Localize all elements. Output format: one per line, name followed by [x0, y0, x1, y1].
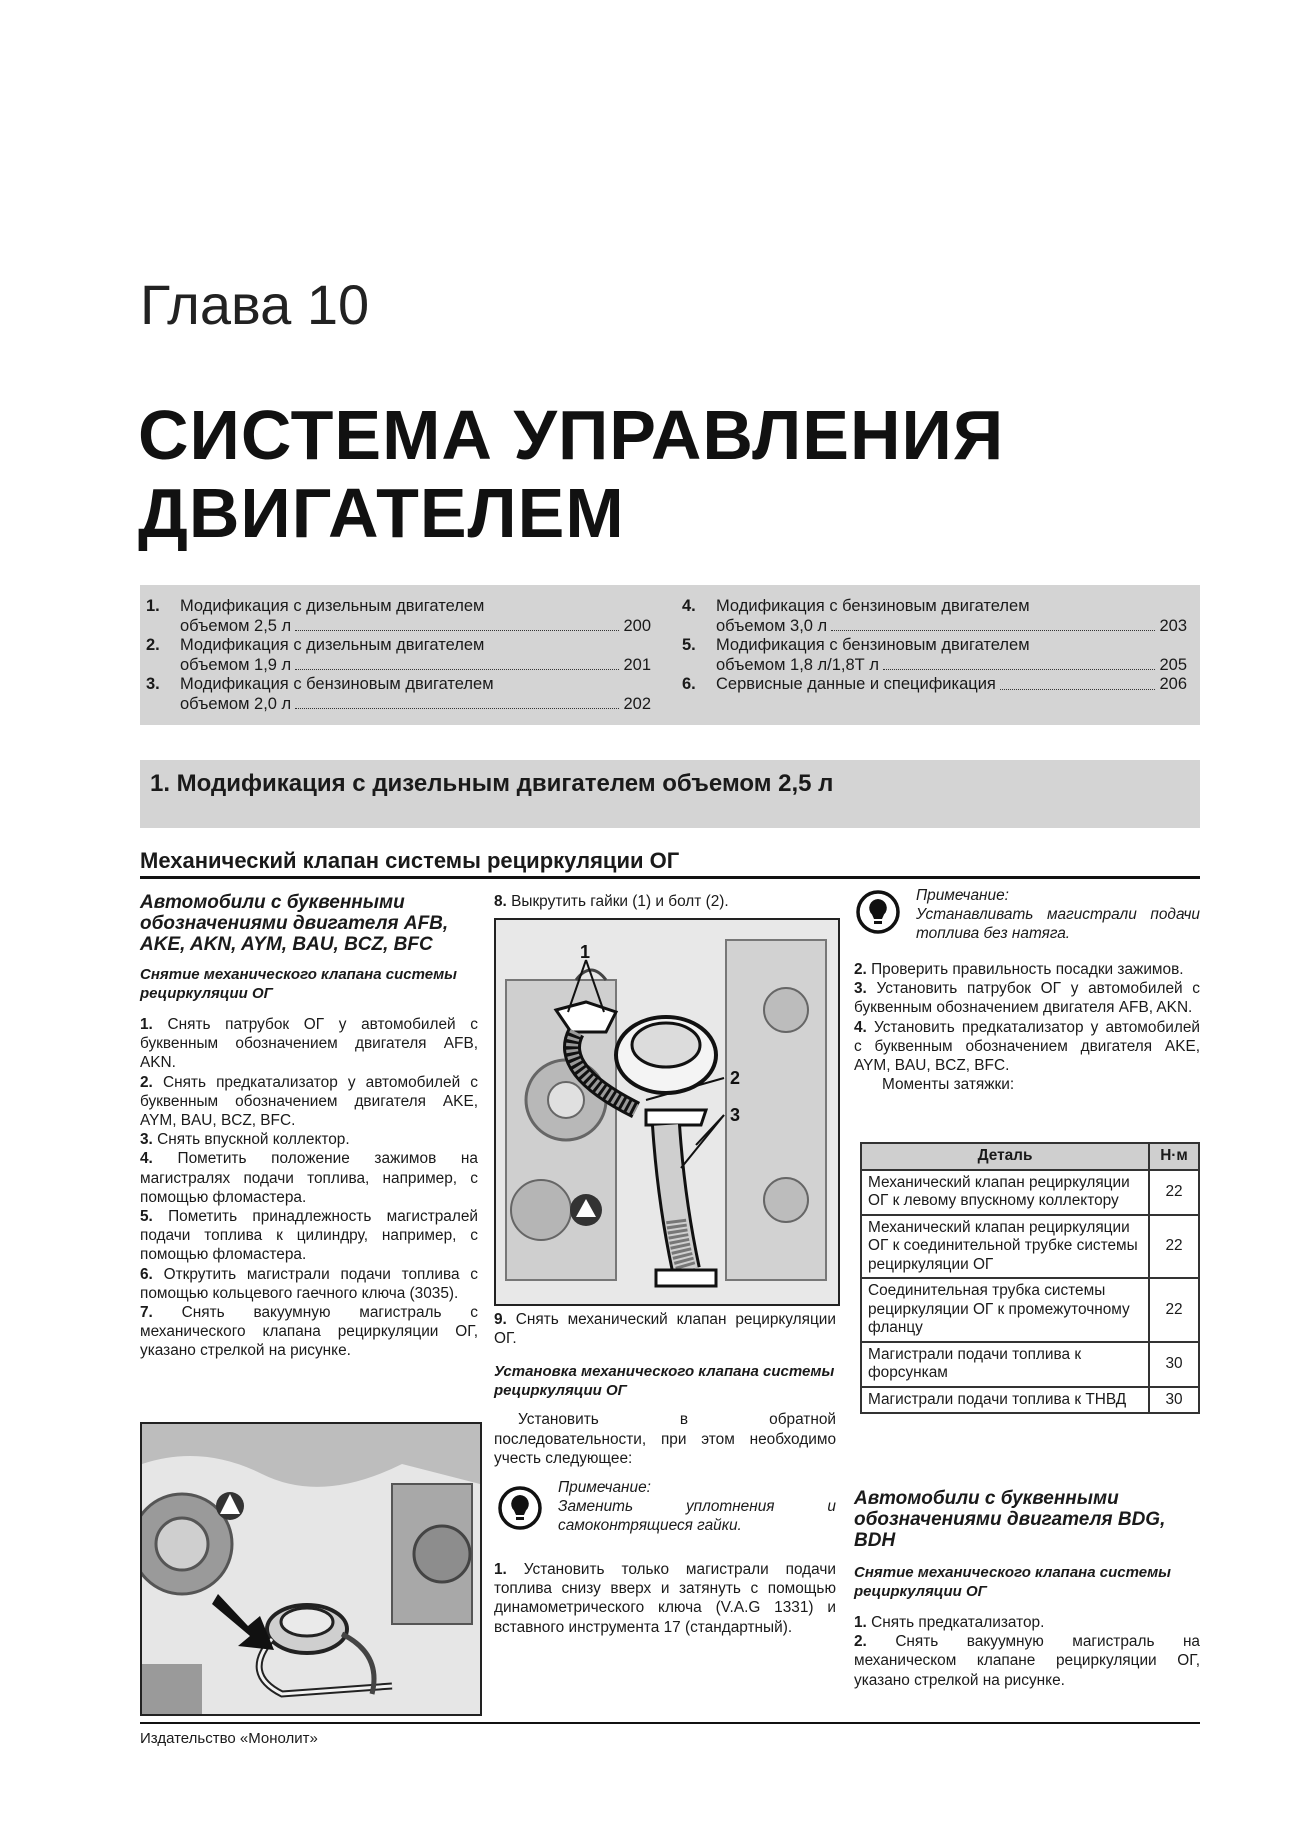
lightbulb-icon — [498, 1486, 542, 1530]
toc-text: Модификация с бензиновым двигателем — [180, 675, 494, 693]
toc-item[interactable] — [146, 636, 651, 675]
fig-label-2: 2 — [730, 1068, 741, 1088]
column-2-lower — [494, 1310, 836, 1637]
step-item: 7. Снять вакуумную магистраль с механического клапана рециркуляции ОГ, указано стрелкой на рисунке. — [140, 1304, 478, 1360]
toc-text: объемом 2,5 л — [180, 616, 292, 635]
table-cell-nm: 30 — [1149, 1387, 1199, 1414]
subsection-rule — [140, 876, 1200, 879]
column-2 — [494, 892, 836, 911]
toc-page: 205 — [1159, 655, 1187, 674]
section-title: 1. Модификация с дизельным двигателем объемом 2,5 л — [150, 770, 834, 797]
toc-item[interactable] — [682, 597, 1187, 636]
toc-text: Модификация с дизельным двигателем — [180, 597, 485, 615]
publisher-footer: Издательство «Монолит» — [140, 1730, 318, 1747]
column-3 — [854, 886, 1200, 1094]
note-label: Примечание: — [916, 887, 1009, 904]
subsection-title: Механический клапан системы рециркуляции ОГ — [140, 848, 680, 873]
table-row — [861, 1342, 1199, 1387]
toc-num: 4. — [682, 597, 696, 615]
toc-dots — [831, 630, 1155, 631]
toc-dots — [295, 708, 619, 709]
table-cell-nm: 30 — [1149, 1342, 1199, 1387]
figure-vacuum-line — [140, 1422, 482, 1716]
toc-dots — [295, 669, 619, 670]
column-1 — [140, 892, 478, 1361]
toc-right-column — [682, 597, 1187, 695]
step-item: 1. Снять предкатализатор. — [854, 1614, 1045, 1631]
table-cell-part: Магистрали подачи топлива к ТНВД — [861, 1387, 1149, 1414]
toc-item[interactable] — [682, 636, 1187, 675]
column-3-lower — [854, 1488, 1200, 1690]
step-item: 3. Установить патрубок ОГ у автомобилей с буквенным обозначением двигателя AFB, AKN. — [854, 980, 1200, 1017]
torque-label: Моменты затяжки: — [882, 1076, 1015, 1094]
engine-heading: Автомобили с буквенными обозначениями двигателя AFB, AKE, AKN, AYM, BAU, BCZ, BFC — [140, 892, 449, 955]
footer-rule — [140, 1722, 1200, 1724]
fig-label-3: 3 — [730, 1105, 741, 1125]
toc-page: 202 — [623, 694, 651, 713]
toc-text: Модификация с дизельным двигателем — [180, 636, 485, 654]
table-cell-nm: 22 — [1149, 1278, 1199, 1342]
toc-page: 203 — [1159, 616, 1187, 635]
note-label: Примечание: — [558, 1479, 651, 1497]
table-cell-part: Соединительная трубка системы рециркуляции ОГ к промежуточному фланцу — [861, 1278, 1149, 1342]
step-item: 2. Снять вакуумную магистраль на механическом клапане рециркуляции ОГ, указано стрелкой на рисунке. — [854, 1633, 1200, 1689]
engine-photo-illustration — [142, 1424, 480, 1714]
install-heading: Установка механического клапана системы рециркуляции ОГ — [494, 1363, 835, 1400]
table-cell-part: Магистрали подачи топлива к форсункам — [861, 1342, 1149, 1387]
chapter-label: Глава 10 — [140, 273, 370, 336]
toc-text: объемом 1,9 л — [180, 655, 292, 674]
toc-dots — [295, 630, 619, 631]
engine-heading: Автомобили с буквенными обозначениями двигателя BDG, BDH — [854, 1488, 1166, 1551]
table-row — [861, 1215, 1199, 1279]
step-item: 8. Выкрутить гайки (1) и болт (2). — [494, 893, 729, 910]
note-block — [494, 1478, 836, 1554]
toc-left-column — [146, 597, 651, 714]
note-block — [854, 886, 1200, 952]
toc-page: 206 — [1159, 675, 1187, 693]
toc-text: Сервисные данные и спецификация — [716, 675, 996, 693]
toc-item[interactable] — [682, 675, 1187, 695]
toc-num: 3. — [146, 675, 160, 693]
toc-text: объемом 2,0 л — [180, 694, 292, 713]
toc-num: 2. — [146, 636, 160, 654]
step-item: 1. Снять патрубок ОГ у автомобилей с буквенным обозначением двигателя AFB, AKN. — [140, 1016, 478, 1072]
toc-item[interactable] — [146, 597, 651, 636]
toc-page: 201 — [623, 655, 651, 674]
chapter-title-line1: СИСТЕМА УПРАВЛЕНИЯ — [138, 396, 1005, 474]
install-text: Установить в обратной последовательности, при этом необходимо учесть следующее: — [494, 1411, 836, 1467]
toc-num: 6. — [682, 675, 696, 693]
note-text: Устанавливать магистрали подачи топлива без натяга. — [916, 906, 1200, 943]
table-cell-part: Механический клапан рециркуляции ОГ к соединительной трубке системы рециркуляции ОГ — [861, 1215, 1149, 1279]
table-cell-part: Механический клапан рециркуляции ОГ к левому впускному коллектору — [861, 1170, 1149, 1215]
figure-egr-valve — [494, 918, 840, 1306]
table-row — [861, 1170, 1199, 1215]
step-item: 1. Установить только магистрали подачи топлива снизу вверх и затянуть с помощью динамометрического ключа (V.A.G 1331) и вставного инструмента 17 (стандартный). — [494, 1561, 836, 1636]
table-of-contents — [140, 585, 1200, 725]
toc-dots — [1000, 689, 1156, 690]
step-item: 6. Открутить магистрали подачи топлива с помощью кольцевого гаечного ключа (3035). — [140, 1265, 478, 1302]
step-item: 4. Пометить положение зажимов на магистралях подачи топлива, например, с помощью фломастера. — [140, 1150, 478, 1206]
table-cell-nm: 22 — [1149, 1215, 1199, 1279]
toc-item[interactable] — [146, 675, 651, 714]
toc-text: объемом 3,0 л — [716, 616, 828, 635]
step-item: 2. Проверить правильность посадки зажимов. — [854, 961, 1184, 978]
removal-heading: Снятие механического клапана системы рециркуляции ОГ — [140, 966, 457, 1002]
toc-text: Модификация с бензиновым двигателем — [716, 636, 1030, 654]
toc-num: 5. — [682, 636, 696, 654]
fig-label-1: 1 — [580, 942, 591, 962]
step-item: 9. Снять механический клапан рециркуляции ОГ. — [494, 1311, 836, 1348]
table-cell-nm: 22 — [1149, 1170, 1199, 1215]
toc-dots — [883, 669, 1155, 670]
egr-valve-illustration — [496, 920, 838, 1304]
removal-heading: Снятие механического клапана системы рециркуляции ОГ — [854, 1564, 1171, 1600]
lightbulb-icon — [856, 890, 900, 934]
chapter-title-line2: ДВИГАТЕЛЕМ — [138, 474, 625, 552]
step-item: 3. Снять впускной коллектор. — [140, 1131, 350, 1149]
toc-text: объемом 1,8 л/1,8Т л — [716, 655, 879, 674]
step-item: 2. Снять предкатализатор у автомобилей с буквенным обозначением двигателя AKE, AYM, BAU, BCZ, BFC. — [140, 1073, 478, 1130]
note-text: Заменить уплотнения и самоконтрящиеся гайки. — [558, 1498, 836, 1535]
toc-num: 1. — [146, 597, 160, 615]
torque-table — [860, 1142, 1200, 1414]
table-header-part: Деталь — [861, 1143, 1149, 1170]
table-header-row — [861, 1143, 1199, 1170]
table-header-nm: Н·м — [1149, 1143, 1199, 1170]
toc-page: 200 — [623, 616, 651, 635]
table-row — [861, 1387, 1199, 1414]
chapter-title — [138, 396, 1004, 552]
step-item: 4. Установить предкатализатор у автомобилей с буквенным обозначением двигателя AKE, AYM, BAU, BCZ, BFC. — [854, 1018, 1200, 1075]
table-row — [861, 1278, 1199, 1342]
toc-text: Модификация с бензиновым двигателем — [716, 597, 1030, 615]
step-item: 5. Пометить принадлежность магистралей подачи топлива к цилиндру, например, с помощью фломастера. — [140, 1208, 478, 1264]
